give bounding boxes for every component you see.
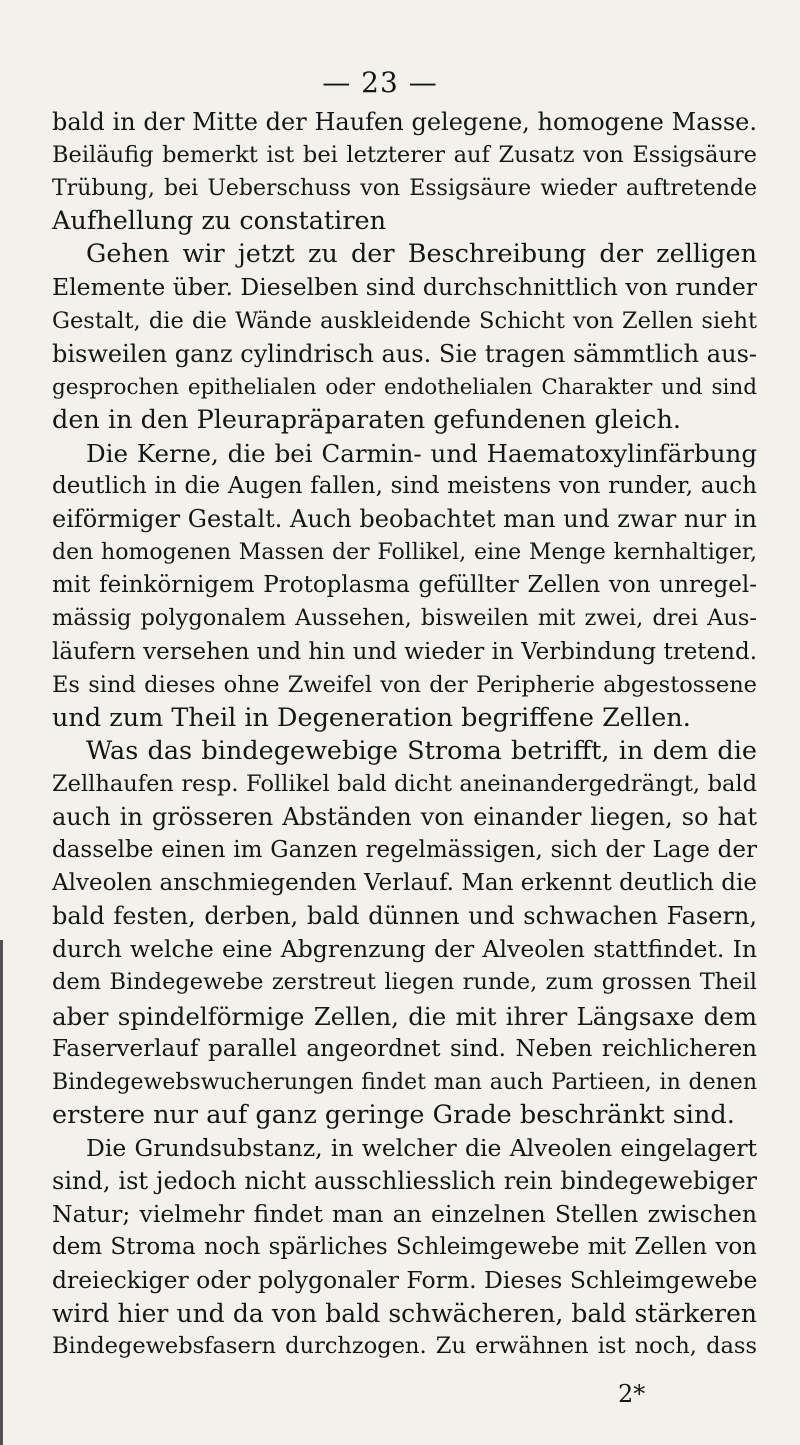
text-line: Was das bindegewebige Stroma betrifft, in dem die xyxy=(86,735,757,766)
text-line: bald in der Mitte der Haufen gelegene, homogene Masse. xyxy=(52,108,757,136)
text-line: Beiläufig bemerkt ist bei letzterer auf Zusatz von Essigsäure xyxy=(52,142,757,169)
text-line: Es sind dieses ohne Zweifel von der Peripherie abgestossene xyxy=(52,671,757,698)
text-line: den homogenen Massen der Follikel, eine Menge kernhaltiger, xyxy=(52,540,757,566)
text-line: mässig polygonalem Aussehen, bisweilen mit zwei, drei Aus- xyxy=(52,605,757,632)
page-number: — 23 — xyxy=(322,66,438,99)
text-line: dem Bindegewebe zerstreut liegen runde, zum grossen Theil xyxy=(52,969,757,996)
text-line: Bindegewebsfasern durchzogen. Zu erwähnen ist noch, dass xyxy=(52,1333,757,1360)
text-line: bald festen, derben, bald dünnen und schwachen Fasern, xyxy=(52,902,757,931)
text-line: und zum Theil in Degeneration begriffene Zellen. xyxy=(52,702,691,733)
text-line: dasselbe einen im Ganzen regelmässigen, sich der Lage der xyxy=(52,837,757,864)
text-line: gesprochen epithelialen oder endothelialen Charakter und sind xyxy=(52,374,757,400)
text-line: deutlich in die Augen fallen, sind meistens von runder, auch xyxy=(52,473,757,500)
page-edge-shadow xyxy=(0,940,3,1445)
text-line: Natur; vielmehr findet man an einzelnen Stellen zwischen xyxy=(52,1200,757,1229)
text-line: sind, ist jedoch nicht ausschliesslich rein bindegewebiger xyxy=(52,1167,757,1195)
text-line: mit feinkörnigem Protoplasma gefüllter Zellen von unregel- xyxy=(52,572,757,599)
text-line: dem Stroma noch spärliches Schleimgewebe mit Zellen von xyxy=(52,1234,757,1261)
text-line: Alveolen anschmiegenden Verlauf. Man erkennt deutlich die xyxy=(52,870,757,897)
text-line: Zellhaufen resp. Follikel bald dicht aneinandergedrängt, bald xyxy=(52,770,757,797)
text-line: erstere nur auf ganz geringe Grade beschränkt sind. xyxy=(52,1099,735,1130)
text-line: Aufhellung zu constatiren xyxy=(52,206,387,237)
text-line: auch in grösseren Abständen von einander liegen, so hat xyxy=(52,802,757,831)
text-line: wird hier und da von bald schwächeren, bald stärkeren xyxy=(52,1299,757,1329)
body-text xyxy=(52,106,757,1364)
text-line: Die Kerne, die bei Carmin- und Haematoxylinfärbung xyxy=(86,438,757,468)
text-line: Die Grundsubstanz, in welcher die Alveolen eingelagert xyxy=(86,1133,757,1162)
text-line: bisweilen ganz cylindrisch aus. Sie tragen sämmtlich aus- xyxy=(52,339,757,368)
text-line: aber spindelförmige Zellen, die mit ihrer Längsaxe dem xyxy=(52,1001,757,1031)
text-line: Faserverlauf parallel angeordnet sind. Neben reichlicheren xyxy=(52,1035,757,1062)
text-line: den in den Pleurapräparaten gefundenen gleich. xyxy=(52,404,681,435)
signature-mark: 2* xyxy=(618,1380,646,1408)
text-line: Gestalt, die die Wände auskleidende Schicht von Zellen sieht xyxy=(52,307,757,334)
text-line: Elemente über. Dieselben sind durchschnittlich von runder xyxy=(52,273,758,302)
text-line: läufern versehen und hin und wieder in Verbindung tretend. xyxy=(52,638,758,665)
text-line: Trübung, bei Ueberschuss von Essigsäure wieder auftretende xyxy=(52,176,757,202)
text-line: eiförmiger Gestalt. Auch beobachtet man und zwar nur in xyxy=(52,505,757,534)
text-line: durch welche eine Abgrenzung der Alveolen stattfindet. In xyxy=(52,935,757,964)
text-line: Bindegewebswucherungen findet man auch Partieen, in denen xyxy=(52,1069,757,1095)
text-line: Gehen wir jetzt zu der Beschreibung der zelligen xyxy=(86,239,757,270)
text-line: dreieckiger oder polygonaler Form. Dieses Schleimgewebe xyxy=(52,1266,758,1295)
